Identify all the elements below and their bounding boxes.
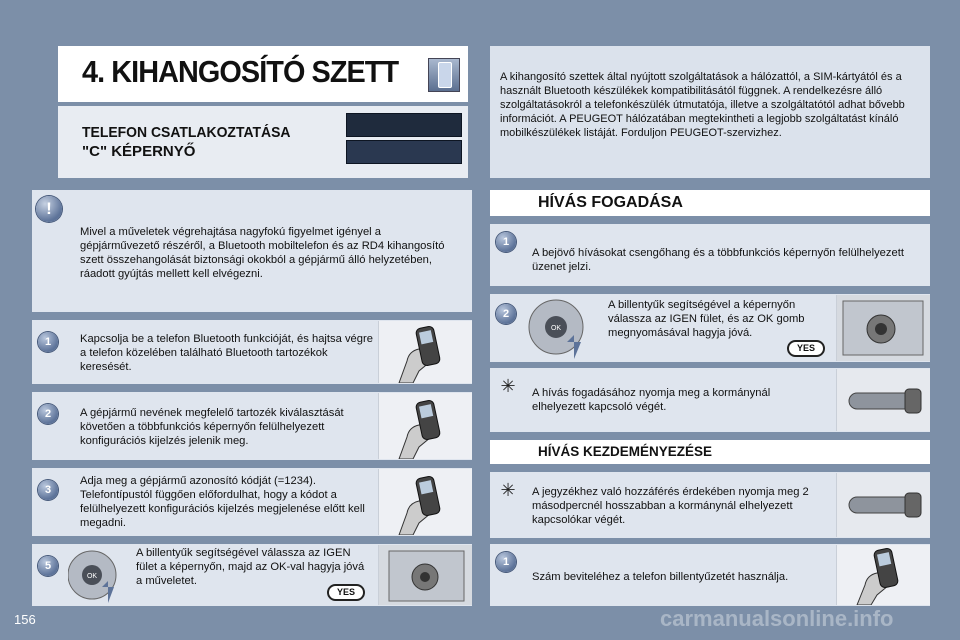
yes-badge: YES: [327, 584, 365, 601]
control-panel-image: [836, 295, 930, 361]
ok-key-label: OK: [550, 325, 562, 332]
warning-icon: !: [36, 196, 62, 222]
left-step-3-text: Adja meg a gépjármű azonosító kódját (=1234). Telefontípustól függően előfordulhat, hogy a kódot a felülhelyezett konfigurációs kijelzés megjelenése előtt kell megadni.: [80, 475, 365, 529]
receive-step-1-number: 1: [496, 232, 516, 252]
left-step-1-number: 1: [38, 332, 58, 352]
ok-keypad-image: [68, 547, 120, 603]
intro-text: A kihangosító szettek által nyújtott szolgáltatások a hálózattól, a SIM-kártyától és a használt Bluetooth készülékek kompatibilitásától függnek. A rendelkezésre álló szolgáltatásokról a telefonkészülék útmutatója, illetve a szolgáltatótól adhat bővebb információt. A PEUGEOT hálózatában megtekintheti a legjobb szolgáltatást kínáló mobilkészülékek listáját. Forduljon PEUGEOT-szervizhez.: [500, 71, 905, 139]
light-icon: ✳: [500, 480, 516, 500]
receive-step-1-text: A bejövő hívásokat csengőhang és a többfunkciós képernyőn felülhelyezett üzenet jelzi.: [532, 247, 904, 273]
control-panel-image: [378, 545, 472, 605]
receive-step-2-text: A billentyűk segítségével a képernyőn válassza az IGEN fület, és az OK gomb megnyomásával hagyja jóvá.: [608, 299, 805, 339]
display-screen-icon: [346, 113, 462, 137]
left-step-1-text: Kapcsolja be a telefon Bluetooth funkcióját, és hajtsa végre a telefon közelében található Bluetooth tartozékok keresését.: [80, 333, 373, 373]
left-step-2-number: 2: [38, 404, 58, 424]
phone-icon: [428, 58, 460, 92]
receive-step-2-number: 2: [496, 304, 516, 324]
chapter-title: 4. KIHANGOSÍTÓ SZETT: [82, 54, 399, 89]
dial-step-2-number: 1: [496, 552, 516, 572]
ok-keypad-image: [528, 297, 590, 359]
hand-phone-image: [836, 545, 930, 605]
receive-step-3-text: A hívás fogadásához nyomja meg a kormánynál elhelyezett kapcsoló végét.: [532, 387, 771, 413]
dial-section-title: HÍVÁS KEZDEMÉNYEZÉSE: [490, 440, 930, 464]
warning-text: Mivel a műveletek végrehajtása nagyfokú figyelmet igényel a gépjárművezető részéről, a Bluetooth mobiltelefon és az RD4 kihangosító szett összehangolását biztonsági okokból a gépjármű álló helyzetében, ráadott gyújtás mellett kell elvégezni.: [80, 226, 445, 280]
watermark: carmanualsonline.info: [660, 606, 894, 631]
dial-step-1-text: A jegyzékhez való hozzáférés érdekében nyomja meg 2 másodpercnél hosszabban a kormánynál elhelyezett kapcsolókar végét.: [532, 486, 809, 526]
left-step-3-number: 3: [38, 480, 58, 500]
left-step-2-text: A gépjármű nevének megfelelő tartozék kiválasztását követően a többfunkciós képernyőn felülhelyezett konfigurációs kijelzés jelenik meg.: [80, 407, 344, 447]
hand-phone-image: [378, 393, 472, 459]
subtitle-line2: "C" KÉPERNYŐ: [82, 143, 196, 160]
dial-step-2-text: Szám beviteléhez a telefon billentyűzetét használja.: [532, 571, 789, 583]
hand-phone-image: [378, 469, 472, 535]
receive-section-title: HÍVÁS FOGADÁSA: [490, 190, 930, 216]
hand-phone-image: [378, 321, 472, 383]
steering-stalk-image: [836, 369, 930, 431]
steering-stalk-image: [836, 473, 930, 537]
yes-badge: YES: [787, 340, 825, 357]
subtitle-line1: TELEFON CSATLAKOZTATÁSA: [82, 124, 291, 141]
page-number: 156: [14, 612, 36, 627]
display-screen-icon-2: [346, 140, 462, 164]
ok-key-label: OK: [86, 573, 98, 580]
light-icon: ✳: [500, 376, 516, 396]
left-step-5-text: A billentyűk segítségével válassza az IGEN fület a képernyőn, majd az OK-val hagyja jóvá a műveletet.: [136, 547, 365, 587]
left-step-5-number: 5: [38, 556, 58, 576]
